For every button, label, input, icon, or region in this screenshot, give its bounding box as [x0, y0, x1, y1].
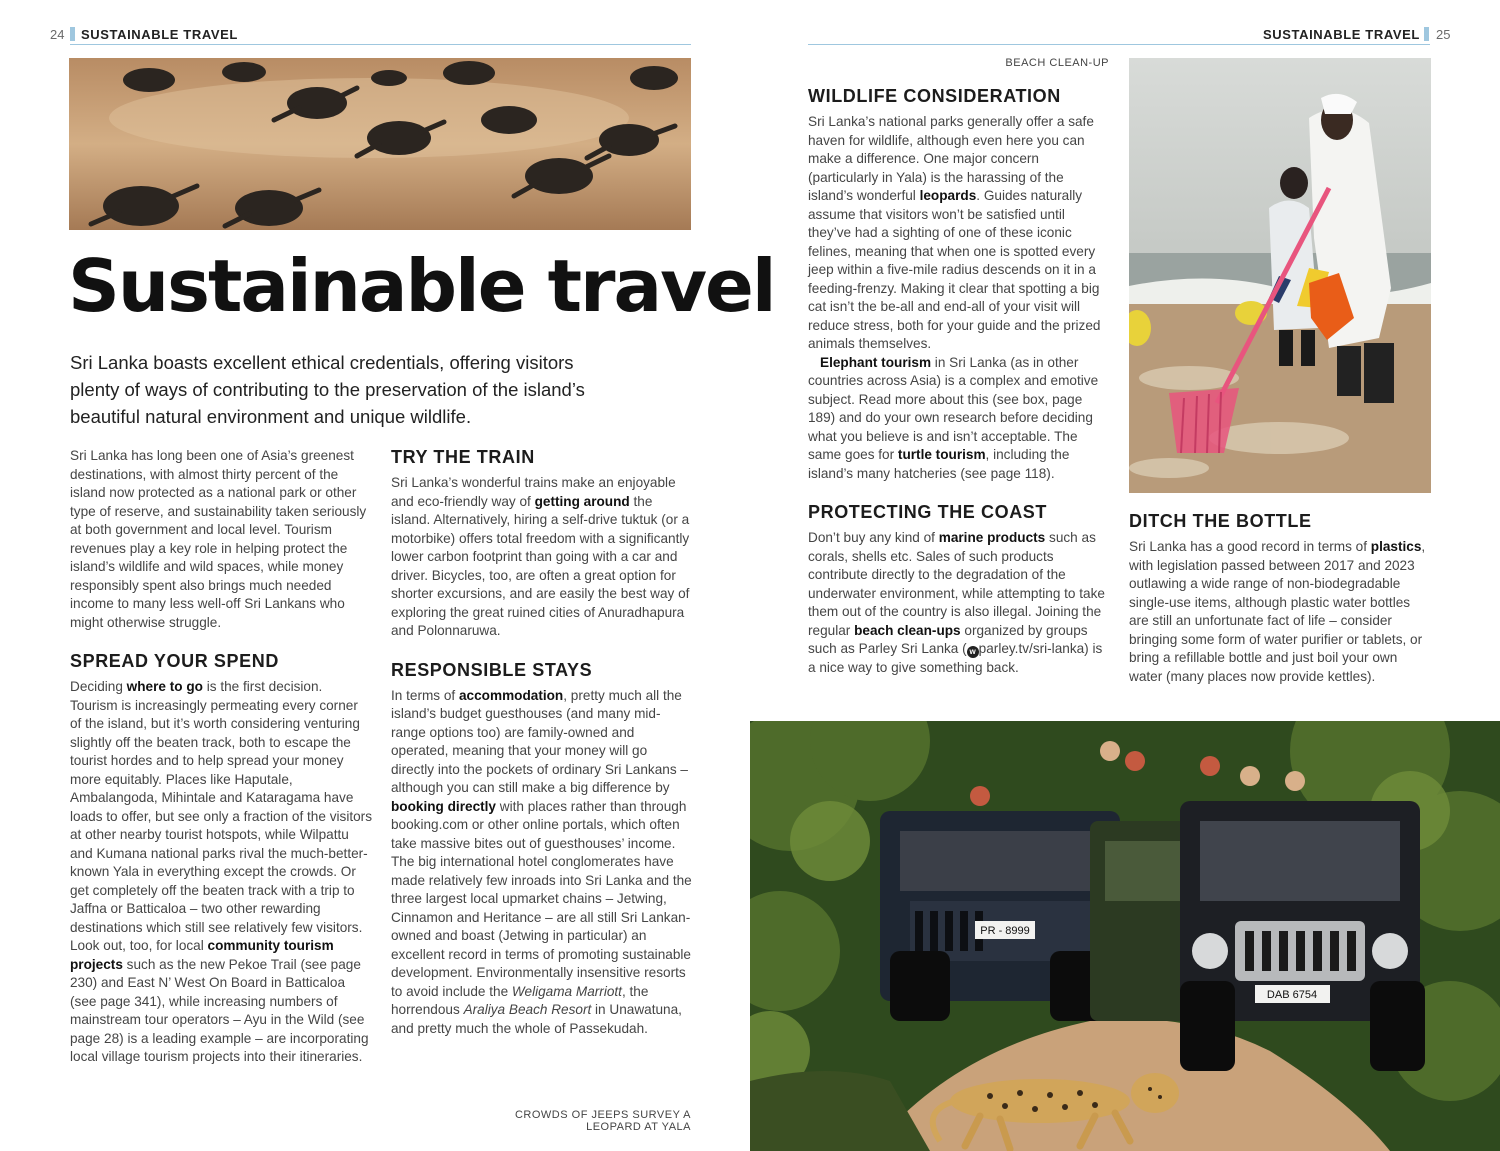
ditch-the-bottle-heading: DITCH THE BOTTLE — [1129, 511, 1312, 531]
responsible-stays-text: In terms of accommodation, pretty much all the island’s budget guesthouses (and many mid-range options too) are family-owned and operated, meaning that your money will go directly into the pockets of ordinary Sri Lankans – although you can still make a big difference by booking directly with places rather than through booking.com or other online portals, which often take massive bites out of guesthouses’ income. The big international hotel conglomerates have made relatively few inroads into Sri Lanka and the three largest local upmarket chains – Jetwing, Cinnamon and Heritance – are all still Sri Lankan-owned and boast (Jetwing in particular) an excellent record in terms of promoting sustainable development. Environmentally insensitive resorts to avoid include the Weligama Marriott, the horrendous Araliya Beach Resort in Unawatuna, and pretty much the whole of Passekudah. — [391, 687, 692, 1036]
wildlife-consideration-heading: WILDLIFE CONSIDERATION — [808, 86, 1061, 106]
right-column-2 — [1129, 510, 1431, 686]
plate-jeep1: PR - 8999 — [980, 925, 1030, 937]
beach-cleanups-link: beach clean-ups — [854, 622, 961, 638]
turtle-hatchlings-photo — [69, 58, 691, 230]
try-the-train-text: Sri Lanka’s wonderful trains make an enjoyable and eco-friendly way of getting around the island. Alternatively, hiring a self-drive tuktuk (or a motorbike) offers total freedom with a significantly lower carbon footprint than going with a car and driver. Bicycles, too, are often a great option for shorter excursions, and are easily the best way of exploring the great ruined cities of Anuradhapura and Polonnaruwa. — [391, 475, 690, 638]
try-the-train-heading: TRY THE TRAIN — [391, 447, 535, 467]
spread-your-spend-heading: SPREAD YOUR SPEND — [70, 651, 279, 671]
running-head-tab-right — [1424, 27, 1429, 41]
leopards-link: leopards — [919, 188, 977, 203]
running-head-right: SUSTAINABLE TRAVEL — [1263, 27, 1420, 42]
protecting-the-coast-text: Don’t buy any kind of marine products such as corals, shells etc. Sales of such products contribute directly to the degradation of the underwater environment, while attempting to take them out of the country is also illegal. Joining the regular beach clean-ups organized by groups such as Parley Sri Lanka ( w parley.tv/sri-lanka) is a nice way to give something back. — [808, 530, 1105, 675]
running-head-tab-left — [70, 27, 75, 41]
plate-jeep2: DAB 6754 — [1266, 989, 1318, 1001]
protecting-the-coast-heading: PROTECTING THE COAST — [808, 502, 1048, 522]
intro-paragraph: Sri Lanka boasts excellent ethical credentials, offering visitors plenty of ways of contributing to the preservation of the island’s beautiful natural environment and unique wildlife. — [70, 352, 585, 427]
plastics-link: plastics — [1370, 539, 1422, 554]
page-title: Sustainable travel — [68, 244, 775, 328]
website-icon: w — [967, 646, 979, 658]
header-rule-right — [808, 44, 1430, 45]
leopard-photo-caption: CROWDS OF JEEPS SURVEY A LEOPARD AT YALA — [514, 1109, 691, 1133]
turtle-tourism-link: turtle tourism — [897, 447, 986, 462]
beach-cleanup-photo — [1129, 58, 1431, 493]
wildlife-consideration-text: Sri Lanka’s national parks generally offer a safe haven for wildlife, although even here you can make a difference. One major concern (particularly in Yala) is the harassing of the island’s wonderful leopards. Guides naturally assume that visitors won’t be satisfied until they’ve had a sighting of one of these iconic felines, meaning that when one is spotted every jeep within a five-mile radius descends on it in a feeding-frenzy. Making it clear that spotting a big cat isn’t the be-all and end-all of your visit will reduce stress, both for your guide and the prized animals themselves. — [808, 114, 1101, 351]
spread-your-spend-text: Deciding where to go is the first decision. Tourism is increasingly permeating every corner of the island, but it’s worth considering venturing slightly off the beaten track, both to escape the tourist hordes and to help spread your money more equitably. Places like Haputale, Ambalangoda, Mihintale and Kataragama have loads to offer, but see only a fraction of the visitors at other nearby tourist hotspots, while Wilpattu and Kumana national parks rival the much-better-known Yala in everything except the crowds. Or get completely off the beaten track with a trip to Jaffna or Batticaloa – two other rewarding destinations which still see relatively few visitors. Look out, too, for local community tourism projects such as the new Pekoe Trail (see page 230) and East N’ West On Board in Batticaloa (see page 341), while increasing numbers of mainstream tour operators – Ayu in the Wild (see page 28) is a leading example – are incorporating local village tourism projects into their itineraries. — [70, 679, 373, 1064]
header-rule-left — [70, 44, 691, 45]
community-tourism-link: community tourism projects — [70, 938, 334, 972]
jeeps-leopard-photo — [750, 721, 1500, 1151]
responsible-stays-heading: RESPONSIBLE STAYS — [391, 659, 593, 680]
where-to-go-link: where to go — [126, 679, 203, 694]
getting-around-link: getting around — [534, 493, 630, 509]
beach-cleanup-caption: BEACH CLEAN-UP — [1005, 57, 1109, 69]
running-head-left: SUSTAINABLE TRAVEL — [81, 27, 238, 42]
left-column-1 — [70, 447, 372, 1067]
accommodation-link: accommodation — [459, 687, 564, 703]
booking-directly-link: booking directly — [391, 798, 496, 814]
elephant-tourism-link: Elephant tourism — [820, 354, 932, 370]
opening-paragraph: Sri Lanka has long been one of Asia’s greenest destinations, with almost thirty percent of the island now protected as a national park or other type of reserve, and sustainability taken seriously at both government and local level. Tourism revenues play a key role in helping protect the island’s wildlife and wild spaces, while money responsibly spent also brings much needed income to many less well-off Sri Lankans who might otherwise struggle. — [70, 448, 367, 630]
right-column-1 — [808, 85, 1110, 677]
ditch-the-bottle-text: Sri Lanka has a good record in terms of plastics, with legislation passed between 2017 and 2023 outlawing a wide range of non-biodegradable single-use items, although plastic water bottles are still an unfortunate fact of life – consider bringing some form of water purifier or tablets, or bring a refillable bottle and just boil your own water (many places now provide kettles). — [1129, 539, 1426, 684]
marine-products-link: marine products — [938, 530, 1046, 545]
left-column-2 — [391, 446, 693, 1038]
page-number-right: 25 — [1436, 27, 1451, 42]
elephant-tourism-text: Elephant tourism in Sri Lanka (as in other countries across Asia) is a complex and emotive subject. Read more about this (see box, page 189) and do your own research before deciding what you believe is and isn’t acceptable. The same goes for turtle tourism, including the island’s many hatcheries (see page 118). — [808, 354, 1099, 481]
page-number-left: 24 — [50, 27, 65, 42]
